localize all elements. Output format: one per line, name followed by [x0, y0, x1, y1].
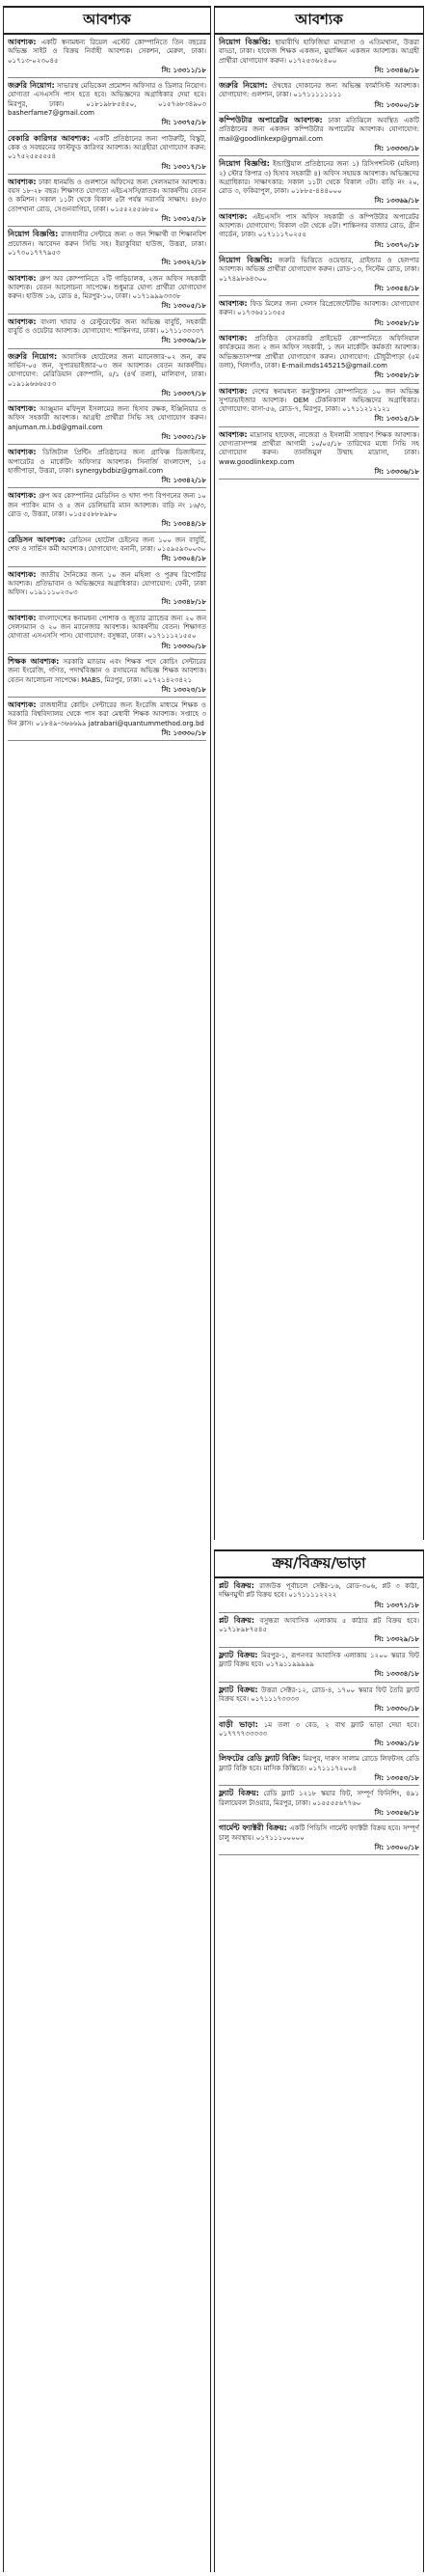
ad-code: সি: ১৩৩৫৮/১৮ — [374, 318, 419, 327]
ad-body: দেশের স্বনামধন্য কনস্ট্রাকশন কোম্পানিতে ১০ জন অভিজ্ঞ সুপারভাইজার আবশ্যক। OEM টেকনিক্যাল অভিজ্ঞদের অগ্রাধিকার। যোগাযোগ: বাসা-৫৬, রোড-৭, মিরপুর, ঢাকা। ০১৭১১২১২১২১ — [219, 387, 419, 414]
ad-list — [4, 35, 210, 741]
ad-title: আবশ্যক: — [8, 316, 37, 326]
ad-title: আবশ্যক: — [8, 613, 37, 622]
ad-body: গ্রুপ অব কোম্পানিতে ২টি গাড়িচালক, ২জন অফিস সহকারী আবশ্যক। বেতন আলোচনা সাপেক্ষে। শুধুমাত্র যোগ্য প্রার্থীরা যোগাযোগ করুন। হাউজ ১৬, রোড ৪, মিরপুর-১০, ঢাকা। ০১৭১৯৯৯৩৩৩৮ — [8, 274, 206, 301]
ad-code: সি: ১৩৩৪৪/১৮ — [161, 520, 206, 529]
ad-title: লিফটের রেডি ফ্ল্যাট বিক্রি: — [219, 1754, 301, 1764]
ad-code: সি: ১৩৩১১/১৮ — [161, 66, 206, 74]
ad-body: একটি স্বনামধন্য রিয়েল এস্টেট কোম্পানিতে তিন বছরের অভিজ্ঞ সাইট ও বিক্রয় নির্বাহী আবশ্যক। সেকশন, মেরুল, ঢাকা। ০১৭১৩-০২৩০৪৫ — [8, 39, 206, 65]
ad-code: সি: ১৩৩৭৫/১৮ — [161, 119, 206, 127]
ad-body: একটি প্রতিষ্ঠানের জন্য পাউরুটি, বিস্কুট, কেক ও সবধরনের ফাস্টফুড কারিগর আবশ্যক। আগ্রহীরা যোগাযোগ করুন: ০১৭৫২৫৫৫৫৫৪ — [8, 134, 206, 161]
ad-code: সি: ১৩৩৬১/১৮ — [374, 1740, 419, 1748]
classified-ad — [219, 1578, 419, 1613]
ad-title: আবশ্যক: — [8, 38, 37, 46]
ad-code: সি: ১৩৩৩৩/১৮ — [374, 144, 419, 152]
classified-ad — [219, 78, 419, 113]
ad-body: একটি পিডিসি গার্মেন্ট ফ্যাক্টরী বিক্রয় হবে। সম্পূর্ণ চালু অবস্থায়। ০১৭১১১০০০০০ — [219, 1824, 419, 1842]
classified-ad — [8, 175, 206, 227]
ad-code: সি: ১৩৩৩১/১৮ — [161, 432, 206, 441]
classified-ad — [8, 131, 206, 175]
ad-title: ফ্ল্যাট বিক্রয়: — [219, 1789, 259, 1798]
ad-code: সি: ১৩৩৩৬/১৮ — [374, 467, 419, 476]
ad-body: মাদ্রাসায় হাফেজ, নাজেরা ও ইসলামী সাধারণ শিক্ষক আবশ্যক। যোগ্যতাসম্পন্ন প্রার্থীরা আগামী ১০/০৫/১৮ তারিখের মধ্যে সিভি সহ যোগাযোগ করুন। তানজিমুল উম্মাহ মাদ্রাসা, ঢাকা। www.goodlinkexp.com — [219, 430, 419, 466]
ad-title: আবশ্যক: — [8, 448, 37, 457]
ad-title: নিয়োগ বিজ্ঞপ্তি: — [219, 255, 273, 264]
ad-code: সি: ১৩৩২৯/১৮ — [374, 1635, 419, 1644]
ad-code: সি: ১৩৩৫৬/১৮ — [374, 1808, 419, 1817]
classified-ad — [219, 1751, 419, 1786]
ad-code: সি: ১৩৩৫৮/১৮ — [374, 371, 419, 380]
column-buy-sell-rent — [214, 1549, 424, 2572]
ad-body: রেডিসন হোটেল চেইনের জন্য ১০০ জন বাবুর্চি, শেফ ও সার্ভিস কর্মী আবশ্যক। যোগাযোগ: বনানী, ঢাকা। ০১৫৯৫৯৩০০৩০ — [8, 535, 206, 553]
ad-title: আবশ্যক: — [8, 177, 37, 186]
ad-code: সি: ১৩৩৭১/১৮ — [374, 1601, 419, 1609]
classified-ad — [219, 113, 419, 156]
ad-code: সি: ১৩৩৩০/১৮ — [374, 1705, 419, 1713]
classified-ad — [219, 331, 419, 383]
ad-title: শিক্ষক আবশ্যক: — [8, 656, 60, 666]
ad-body: ছায়াবীথি হাফিজিয়া মাদরাসা ও এতিমখানা, উত্তরা বাড্ডা, ঢাকা। হাফেজ শিক্ষক একজন, মুয়াজ্জিন একজন আবশ্যক। আগ্রহী প্রার্থীরা যোগাযোগ করুন। ০১৭২৫৩৬২৪০০ — [219, 39, 419, 65]
ad-title: আবশ্যক: — [219, 429, 248, 439]
classified-ad — [8, 488, 206, 532]
ad-title: আবশ্যক: — [219, 211, 248, 221]
ad-title: আবশ্যক: — [8, 569, 37, 579]
ad-title: জরুরি নিয়োগ: — [8, 351, 58, 361]
ad-body: আবাসিক হোটেলের জন্য ম্যানেজার-০২ জন, রুম সার্ভিস-০৫ জন, সুপারভাইজার-০৩ জন আবশ্যক। বেতন আকর্ষণীয়। যোগাযোগ: মেরিডিয়ান কোম্পানি, ৫/১ (৪র্থ তলা), মালিবাগ, ঢাকা। ০১৯১৯৬৬৬৫৫৩ — [8, 352, 206, 388]
ad-body: ইন্ডাস্ট্রিয়াল প্রতিষ্ঠানের জন্য ১) রিসিপশনিস্ট (মহিলা) ২) স্টোর কিপার ৩) হিসাব সহকারী ৪) অফিস সহায়ক আবশ্যক। অভিজ্ঞদের অগ্রাধিকার। সাক্ষাৎকার: সকাল ১১টা থেকে বিকাল ৩টা। বাড়ি নং ২০, রোড ৩, ফকিরাপুল, ঢাকা। ০১৮৮৫-৪৪৪০০০ — [219, 160, 419, 196]
classified-ad — [8, 349, 206, 401]
ad-body: জরুরি ভিত্তিতে ওয়েল্ডার, গ্রাইন্ডার ও হেলপার আবশ্যক। অভিজ্ঞ প্রার্থীরা যোগাযোগ করুন। রোড-১৩, সিস্টেম রোড, ঢাকা। ০১৭৪৯৮৬৪৩০০ — [219, 256, 419, 283]
section-heading: ক্রয়/বিক্রয়/ভাড়া — [215, 1549, 423, 1578]
ad-code: সি: ১৩৩২২/১৮ — [161, 259, 206, 267]
ad-title: কম্পিউটার অপারেটর আবশ্যক: — [219, 116, 323, 125]
ad-title: গার্মেন্ট ফ্যাক্টরী বিক্রয়: — [219, 1823, 287, 1833]
classified-ad — [8, 315, 206, 349]
ad-body: গ্রুপ অব কোম্পানির মেডিসিন ও খাদ্য পণ্য বিপণনের জন্য ১০ জন প্যাকিং ম্যান ও ৫ জন ডেলিভারি ম্যান আবশ্যক। বাড়ি নং ১৬/৩, রোড ৩, উত্তরা, ঢাকা। ০১৫৫৫৮৮৮৯৮০ — [8, 492, 206, 519]
ad-body: ঢাকা মতিঝিলে অবস্থিত একটি প্রতিষ্ঠানের জন্য একজন কম্পিউটার অপারেটর আবশ্যক। যোগাযোগ: mail@goodlinkexp@gmail.com — [219, 117, 419, 143]
ad-title: জরুরি নিয়োগ: — [8, 81, 55, 91]
ad-code: সি: ১৩৩০৫/১৮ — [161, 302, 206, 311]
classified-ad — [8, 227, 206, 270]
ad-title: বেকারি কারিগর আবশ্যক: — [8, 133, 91, 143]
ad-body: রাজধানীর সেন্টারে জন্য ৩ জন শিক্ষার্থী বা শিক্ষানবিশ প্রয়োজন। আবেদন করুন সিভি সহ। ইয়াকুবিয়া হাউজ, উত্তরা, ঢাকা। ০১৭৩০১৭৭৭৯৫৩ — [8, 231, 206, 257]
ad-list — [215, 1578, 423, 1855]
ad-title: বাড়ী ভাড়া: — [219, 1719, 258, 1729]
column-wanted-left — [3, 6, 211, 2572]
ad-code: সি: ১৩৩৩৯/১৮ — [161, 337, 206, 345]
ad-title: আবশ্যক: — [8, 700, 37, 710]
ad-title: নিয়োগ বিজ্ঞপ্তি: — [8, 230, 59, 239]
ad-body: ঢাকা ধানমন্ডি ও গুলশানে অফিসের জন্য সেলসম্যান আবশ্যক। বয়স ১৮-২৮ বছর। শিক্ষাগত যোগ্যতা এইচএসসি/স্নাতক। আকর্ষণীয় বেতন ও কমিশন। সকাল ১১টা থেকে বিকাল ৫টা পর্যন্ত সরাসরি সাক্ষাৎ। ৪৮/৩ তোপখানা রোড, সেগুনবাগিচা, ঢাকা। ০১৫৫২৫৫৬৮৫০ — [8, 178, 206, 213]
ad-code: সি: ১৩৩৪৮/১৮ — [161, 598, 206, 607]
ad-list — [215, 35, 423, 480]
classified-ad — [8, 567, 206, 611]
ad-code: সি: ১৩৩০৪/১৮ — [161, 555, 206, 563]
ad-body: ফিড মিলের জন্য সেলস রিপ্রেজেন্টেটিভ আবশ্যক। যোগাযোগ করুন। ০১৭৩৬৫১১৩৫৫ — [219, 300, 419, 317]
classified-ad — [8, 445, 206, 488]
classified-ad — [219, 1717, 419, 1752]
section-heading: আবশ্যক — [4, 6, 210, 35]
ad-code: সি: ১৩৩৩৭/১৮ — [161, 389, 206, 397]
ad-title: আবশ্যক: — [219, 299, 248, 309]
ad-body: মিরপুর-১, রূপনগর আবাসিক এলাকায় ১২০০ স্কয়ার ফিট ফ্ল্যাট বিক্রয় হবে। ০১৭৯১১৯৯৯৯৯ — [219, 1651, 419, 1669]
classified-ad — [8, 271, 206, 315]
classified-ad — [219, 1613, 419, 1648]
ad-code: সি: ১৩৩৭০/১৮ — [374, 240, 419, 249]
ad-body: ঔষধের দোকানের জন্য অভিজ্ঞ ফার্মাসিস্ট আবশ্যক। যোগাযোগ: গুলশান, ঢাকা। ০১৭১১১১১১১১ — [219, 82, 419, 99]
ad-code: সি: ১৩৩০০/১৮ — [374, 100, 419, 109]
classified-ad — [219, 1786, 419, 1821]
ad-body: জাতীয় দৈনিকের জন্য ১০ জন মহিলা ও পুরুষ রিপোর্টার আবশ্যক। প্রতিভাবান ও অভিজ্ঞদের অগ্রাধিকার। যোগাযোগ: ফেনী, ঢাকা অফিস। ০১৯১১১০২৩০৩ — [8, 570, 206, 597]
ad-body: আঞ্জুমান মফিদুল ইসলামের জন্য হিসাব রক্ষক, ইঞ্জিনিয়ার ও অফিস সহকারী আবশ্যক। আগ্রহী প্রার্থীরা সিভি সহ যোগাযোগ করুন। anjuman.m.i.bd@gmail.com — [8, 405, 206, 431]
classified-ad — [8, 78, 206, 130]
classified-ad — [219, 1683, 419, 1717]
ad-body: ১ম তলা ৩ বেড, ২ বাথ ফ্ল্যাট ভাড়া দেয়া হবে। ০১৭৭৭৭৩৩৩৩৩ — [219, 1720, 419, 1738]
classified-ad — [219, 35, 419, 78]
classified-ad — [219, 156, 419, 208]
classified-ad — [8, 35, 206, 78]
ad-body: সরকারি ম্যাডাম এবং শিক্ষক পদে কোচিং সেন্টারের জন্য ইংরেজি, গণিত, পদার্থবিজ্ঞান ও রসায়নের অভিজ্ঞ শিক্ষক আবশ্যক। বেতন আলোচনা সাপেক্ষে। MABS, মিরপুর, ঢাকা। ০১৭২১৪২৩৪২১ — [8, 657, 206, 684]
ad-title: আবশ্যক: — [8, 404, 37, 414]
ad-code: সি: ১৩৩১৭/১৮ — [161, 162, 206, 171]
classified-ad — [219, 1821, 419, 1855]
ad-title: নিয়োগ বিজ্ঞপ্তি: — [219, 38, 272, 46]
ad-title: আবশ্যক: — [219, 334, 248, 343]
ad-code: সি: ১৩৩০০/১৮ — [374, 1843, 419, 1851]
classified-ad — [219, 1648, 419, 1683]
ad-code: সি: ১৩৩৫৩/১৮ — [374, 1774, 419, 1783]
ad-body: এইচএসসি পাস অফিস সহকারী ও কম্পিউটার অপারেটর আবশ্যক। যোগাযোগ: বিকাল ৩টা থেকে ৫টা। শান্তিনগর বাজার রোড, গ্রীন গার্ডেন, ঢাকা। ০১৭১১১৭০২৫৫ — [219, 212, 419, 239]
ad-code: সি: ১৩৩১৫/১৮ — [374, 415, 419, 424]
ad-body: বাংলাদেশের স্বনামধন্য পোশাক ও জুতার ব্র্যান্ডের জন্য ২০ জন সেলসম্যান ও ২০ জন ম্যানেজার আবশ্যক। আকর্ষণীয় বেতন। শিক্ষাগত যোগ্যতা এসএসসি পাস। যোগাযোগ: বসুন্ধরা, ঢাকা। ০১৭১১১২১৫৫০ — [8, 614, 206, 641]
ad-title: আবশ্যক: — [8, 273, 37, 283]
classified-ad — [219, 253, 419, 296]
classified-ad — [219, 209, 419, 253]
ad-title: প্লট বিক্রয়: — [219, 1581, 254, 1590]
ad-body: প্রতিষ্ঠিত বেসরকারি প্রাইভেট কোম্পানিতে অফিসিয়াল কার্যক্রমের জন্য ২ জন অফিস সহকারী, ১ জন মার্কেটিং কর্মকর্তা আবশ্যক। অভিজ্ঞতাসম্পন্ন প্রার্থীরা যোগাযোগ করুন। যোগাযোগ: চৌধুরীপাড়া (৫ম তলা), খিলগাঁও, ঢাকা। E-mail:mds145215@gmail.com — [219, 335, 419, 370]
ad-title: জরুরি নিয়োগ: — [219, 81, 268, 91]
ad-title: ফ্ল্যাট বিক্রয়: — [219, 1685, 258, 1694]
ad-code: সি: ১৩৩১৫/১৮ — [161, 215, 206, 224]
ad-code: সি: ১৩৩৪৬/১৮ — [374, 66, 419, 74]
ad-body: উত্তরা সেক্টর-১২, রোড-৪, ১৭০০ স্কয়ার ফিট তৈরি ফ্ল্যাট বিক্রয় হবে। ০১৭১১১৭৩৩৩৩ — [219, 1685, 419, 1703]
classified-ad — [219, 296, 419, 331]
ad-title: আবশ্যক: — [8, 491, 37, 501]
ad-title: প্লট বিক্রয়: — [219, 1615, 255, 1625]
ad-code: সি: ১৩৩৪২/১৮ — [161, 477, 206, 485]
ad-code: সি: ১৩৩৩০/১৮ — [161, 729, 206, 737]
ad-body: সাভারস্থ মেডিকেল প্রমোশন অফিসার ও ডিলার নিয়োগ। যোগ্যতা এসএসসি পাস হতে হবে। অভিজ্ঞদের অগ্রাধিকার দেয়া হবে। মিরপুর, ঢাকা। ০১৮১৯৮৮৫৪৫০, ০১৫৭৬৮৩৪৯০৩ basherfame7@gmail.com — [8, 82, 206, 118]
ad-code: সি: ১৩৩৩৪/১৮ — [374, 1670, 419, 1679]
column-wanted-right — [214, 6, 424, 1540]
classified-ad — [8, 611, 206, 654]
classified-ad — [8, 654, 206, 698]
classified-ad — [8, 698, 206, 741]
ad-body: রাজধানীর কোচিং সেন্টারের জন্য ইংরেজি মাধ্যমে শিক্ষক ও সরকারি বিশ্ববিদ্যালয় থেকে পাস করা মেধাবী শিক্ষক আবশ্যক। সপ্তাহে ৩ দিন ক্লাস। ০১৮৪৯-৩৬৬৬৯৯ jatrabari@quantummethod.org.bd — [8, 701, 206, 727]
ad-title: আবশ্যক: — [219, 386, 248, 396]
section-heading: আবশ্যক — [215, 6, 423, 35]
ad-code: সি: ১৩৩৫৪/১৮ — [374, 284, 419, 292]
classified-ad — [8, 401, 206, 445]
classified-ad — [219, 384, 419, 427]
ad-body: মিরপুর, দারুস সালাম রোডে লিফটসহ রেডি ফ্ল্যাট বিক্রি হবে। মাসিক কিস্তিতে। ০১৭১১১৭২০০৪ — [219, 1755, 419, 1772]
ad-body: রাজউক পূর্বাচলে সেক্টর-১৬, রোড-৩০৬, প্লট ৩ কাঠা, দক্ষিণমুখী প্লট বিক্রয় হবে। ০১৭১১১১২২২২ — [219, 1582, 419, 1600]
ad-title: নিয়োগ বিজ্ঞপ্তি: — [219, 159, 270, 169]
classified-ad — [219, 427, 419, 480]
ad-body: বাংলা খাবার ও রেস্টুরেন্টের জন্য অভিজ্ঞ বাবুর্চি, সহকারী বাবুর্চি ও ওয়েটার আবশ্যক। যোগাযোগ: শান্তিনগর, ঢাকা। ০১৭১১৩৩৩৩৭ — [8, 317, 206, 336]
ad-code: সি: ১৩৩৩০/১৮ — [161, 642, 206, 650]
ad-body: বসুন্ধরা আবাসিক এলাকায় ৫ কাঠার প্লট বিক্রয় হবে। ০১৭১৮৯৮৭৫৪৫ — [219, 1616, 419, 1634]
ad-body: রেডি ফ্ল্যাট ১২১৮ স্কয়ার ফিট, সম্পূর্ণ ফিনিশিং, ৪৯১ রিলায়েবল টাওয়ার, মিরপুর, ঢাকা। ০১৫৫৫৫৬৭৭৬০ — [219, 1790, 419, 1807]
ad-title: ফ্ল্যাট বিক্রয়: — [219, 1650, 258, 1659]
classified-ad — [8, 533, 206, 567]
ad-body: ডিজিটাল প্রিন্টিং প্রতিষ্ঠানের জন্য গ্রাফিক্স ডিজাইনার, অপারেটর ও মার্কেটিং অফিসার আবশ্যক। সিনার্জি বাংলাদেশ, ১৫ হাজীপাড়া, উত্তরা, ঢাকা। synergybdbiz@gmail.com — [8, 449, 206, 475]
ad-title: রেডিসন আবশ্যক: — [8, 534, 66, 544]
ad-code: সি: ১৩৩২৩/১৮ — [161, 685, 206, 694]
ad-code: সি: ১৩৩৬৯/১৮ — [374, 197, 419, 206]
